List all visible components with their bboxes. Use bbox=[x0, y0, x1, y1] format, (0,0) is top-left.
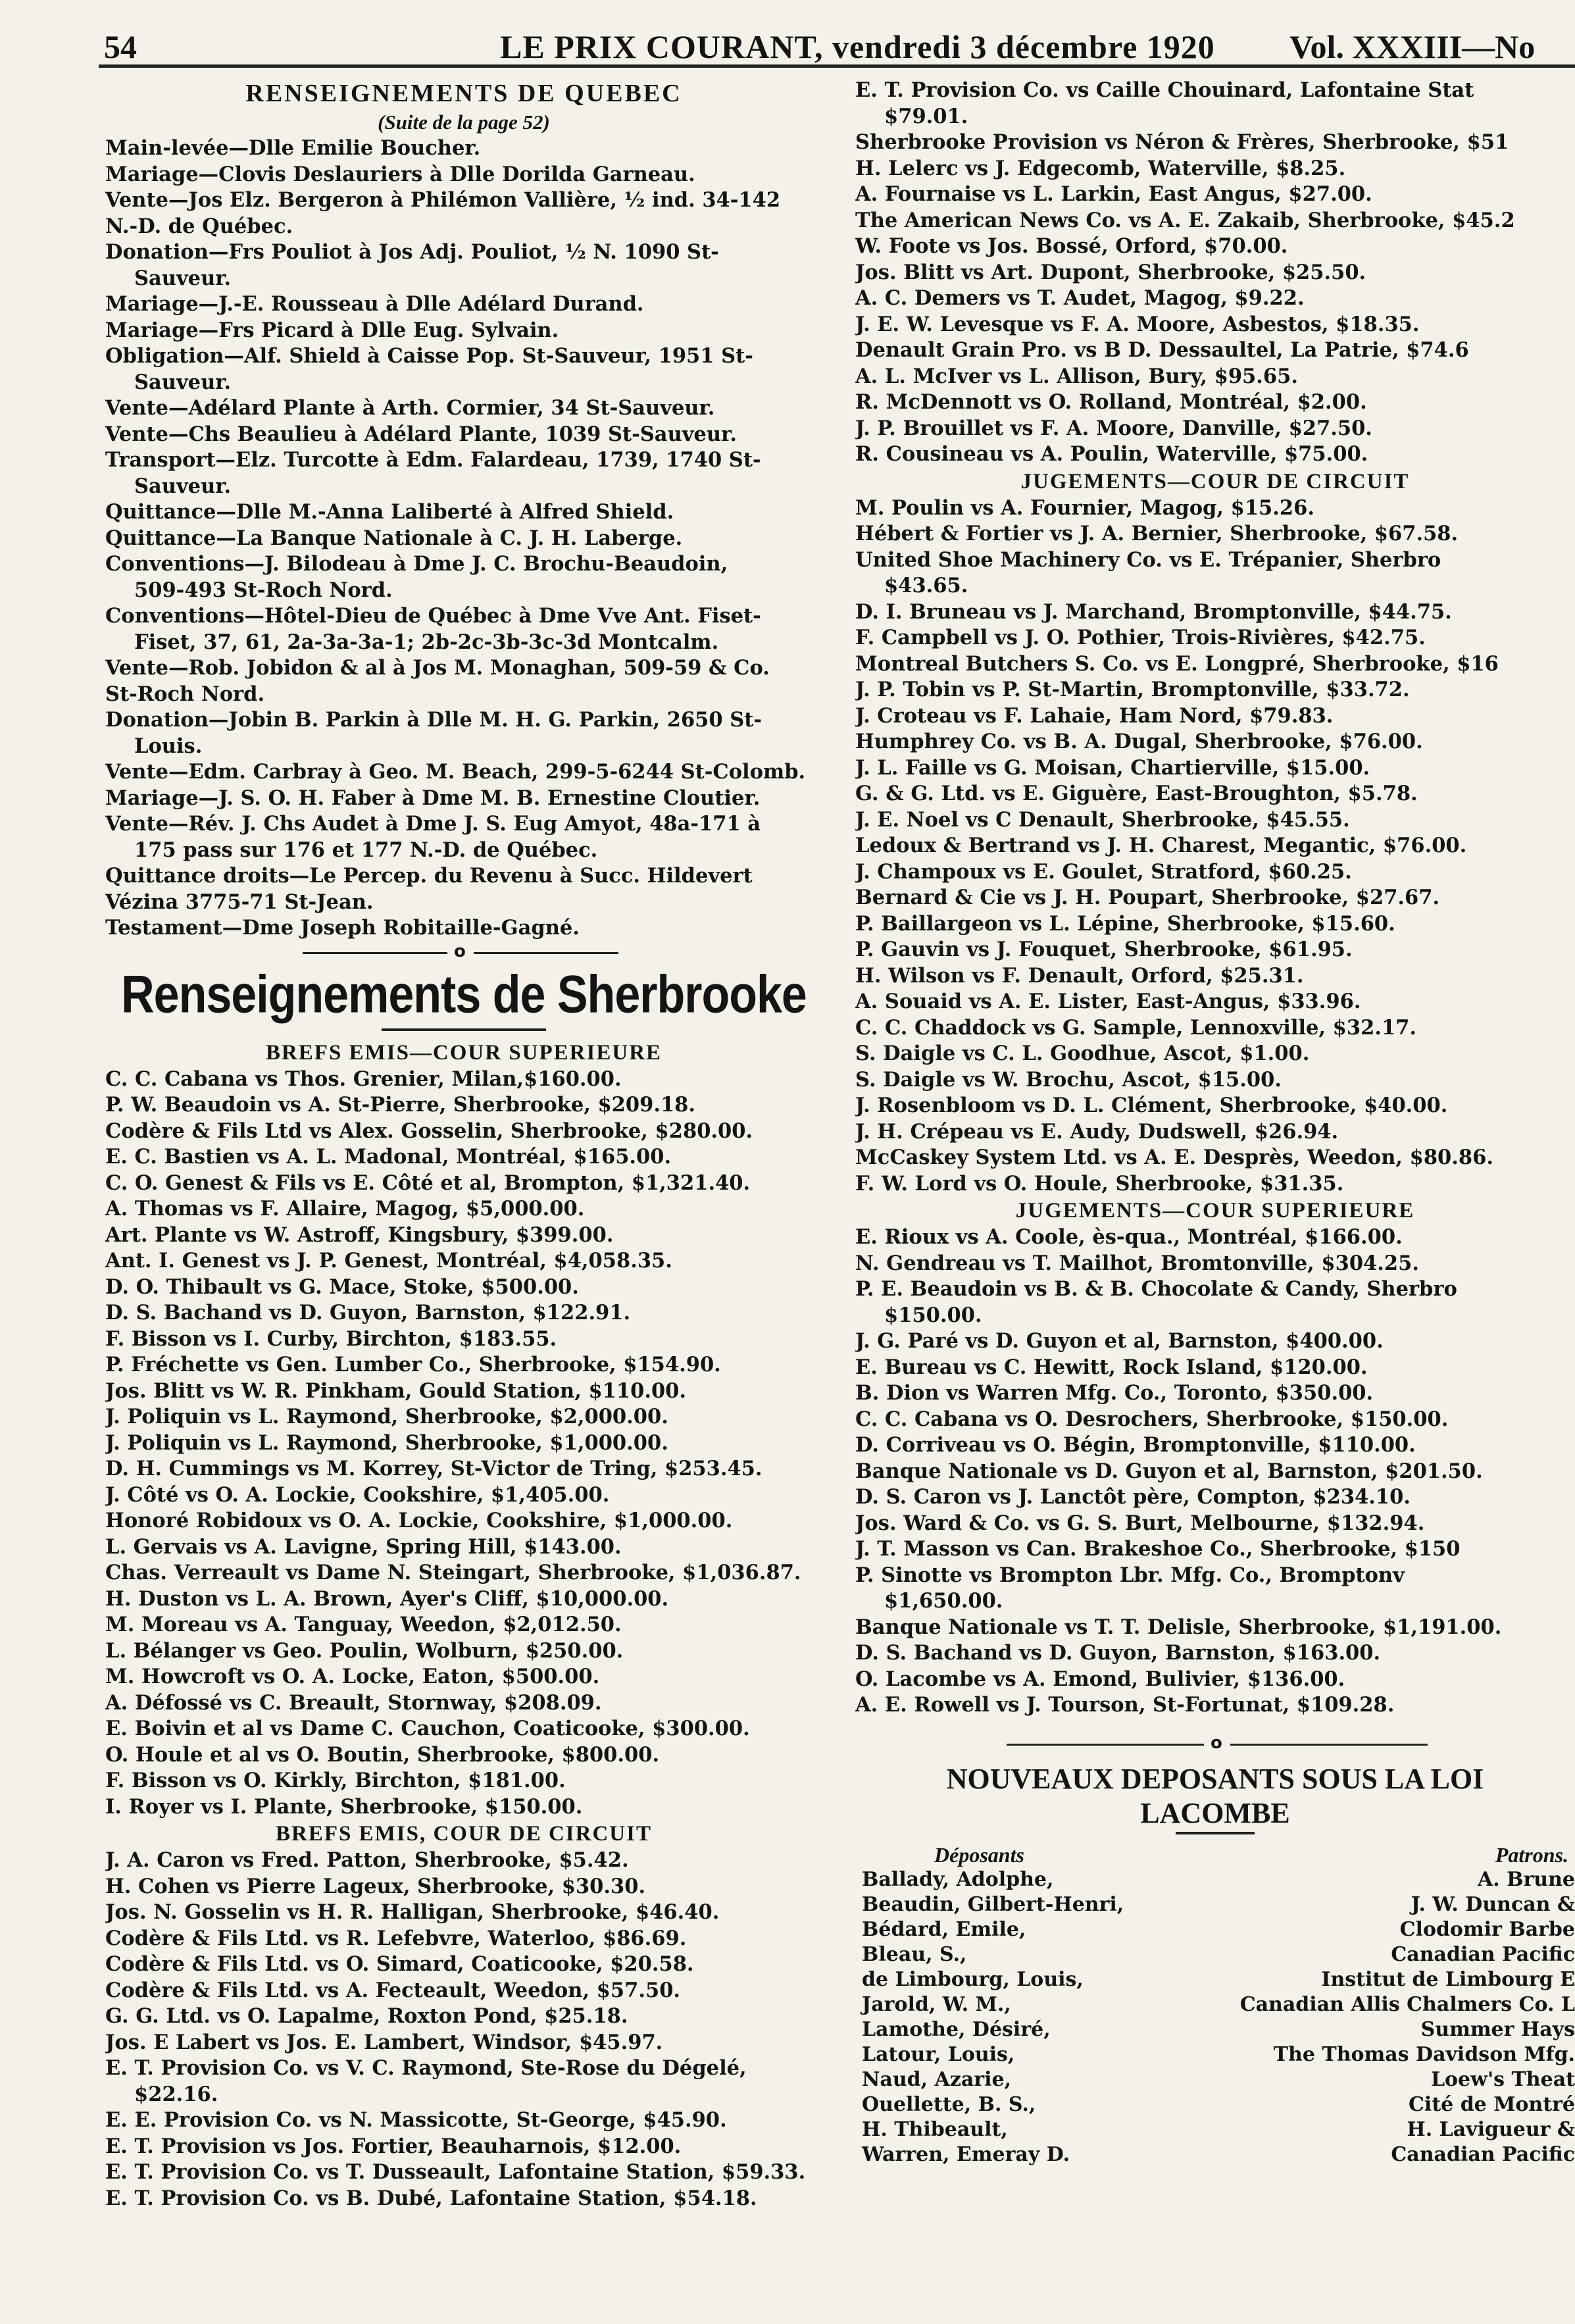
brefs-superieure-heading: BREFS EMIS—COUR SUPERIEURE bbox=[265, 1040, 662, 1065]
record-line: The American News Co. vs A. E. Zakaib, Sherbrooke, $45.2 bbox=[855, 208, 1515, 232]
record-line: B. Dion vs Warren Mfg. Co., Toronto, $350.00. bbox=[855, 1381, 1374, 1405]
separator-mark: o bbox=[1211, 1732, 1222, 1753]
record-line: Bernard & Cie vs J. H. Poupart, Sherbrooke, $27.67. bbox=[855, 886, 1440, 909]
depositor-name: Ballady, Adolphe, bbox=[862, 1867, 1054, 1891]
patron-name: Canadian Allis Chalmers Co. L bbox=[1239, 1992, 1575, 2016]
record-line: S. Daigle vs W. Brochu, Ascot, $15.00. bbox=[855, 1067, 1282, 1092]
record-line: J. A. Caron vs Fred. Patton, Sherbrooke, $5.42. bbox=[105, 1848, 629, 1872]
record-line: G. G. Ltd. vs O. Lapalme, Roxton Pond, $25.18. bbox=[105, 2004, 628, 2028]
record-line: J. H. Crépeau vs E. Audy, Dudswell, $26.94. bbox=[855, 1119, 1339, 1144]
record-line: E. T. Provision vs Jos. Fortier, Beauharnois, $12.00. bbox=[105, 2134, 682, 2158]
nouveaux-deposants-heading: NOUVEAUX DEPOSANTS SOUS LA LOI bbox=[946, 1762, 1484, 1795]
brefs-circuit-list bbox=[105, 1848, 822, 2211]
record-line: Vente—Rév. J. Chs Audet à Dme J. S. Eug Amyot, 48a-171 à bbox=[105, 812, 761, 836]
record-line: Honoré Robidoux vs O. A. Lockie, Cookshire, $1,000.00. bbox=[105, 1509, 733, 1532]
quebec-section-title: RENSEIGNEMENTS DE QUEBEC bbox=[245, 80, 682, 107]
record-line: S. Daigle vs C. L. Goodhue, Ascot, $1.00. bbox=[855, 1042, 1310, 1065]
record-line: Quittance—La Banque Nationale à C. J. H. Laberge. bbox=[105, 526, 683, 550]
record-line: Art. Plante vs W. Astroff, Kingsbury, $399.00. bbox=[105, 1223, 614, 1247]
record-line: Codère & Fils Ltd vs Alex. Gosselin, Sherbrooke, $280.00. bbox=[105, 1119, 753, 1143]
depositor-name: Latour, Louis, bbox=[862, 2042, 1015, 2066]
record-line: P. Baillargeon vs L. Lépine, Sherbrooke, $15.60. bbox=[855, 911, 1395, 936]
record-line: H. Wilson vs F. Denault, Orford, $25.31. bbox=[855, 963, 1304, 988]
record-line: D. S. Bachand vs D. Guyon, Barnston, $122.91. bbox=[105, 1301, 631, 1325]
record-line: J. Poliquin vs L. Raymond, Sherbrooke, $2,000.00. bbox=[105, 1405, 668, 1428]
depositor-name: Lamothe, Désiré, bbox=[862, 2017, 1051, 2041]
depositor-name: Jarold, W. M., bbox=[862, 1992, 1011, 2016]
record-line: $150.00. bbox=[884, 1303, 982, 1327]
record-line: J. Champoux vs E. Goulet, Stratford, $60.25. bbox=[855, 859, 1352, 884]
record-line: Chas. Verreault vs Dame N. Steingart, Sherbrooke, $1,036.87. bbox=[105, 1561, 801, 1584]
record-line: J. E. Noel vs C Denault, Sherbrooke, $45.55. bbox=[855, 807, 1350, 832]
record-line: N.-D. de Québec. bbox=[105, 214, 293, 238]
jugements-superieure-list bbox=[855, 1225, 1575, 1719]
record-line: Jos. Ward & Co. vs G. S. Burt, Melbourne, $132.94. bbox=[855, 1511, 1425, 1535]
record-line: J. T. Masson vs Can. Brakeshoe Co., Sherbrooke, $150 bbox=[855, 1537, 1461, 1561]
depositor-row bbox=[855, 2067, 1575, 2092]
depositor-name: Bédard, Emile, bbox=[862, 1917, 1026, 1941]
jugements-circuit-heading: JUGEMENTS—COUR DE CIRCUIT bbox=[1020, 469, 1410, 493]
record-line: D. S. Bachand vs D. Guyon, Barnston, $163.00. bbox=[855, 1641, 1381, 1665]
brefs-circuit-continued-list bbox=[855, 78, 1575, 468]
record-line: F. Bisson vs I. Curby, Birchton, $183.55. bbox=[105, 1326, 557, 1351]
record-line: R. McDennott vs O. Rolland, Montréal, $2.00. bbox=[855, 390, 1367, 414]
depositor-row bbox=[855, 2042, 1575, 2067]
depositor-name: Warren, Emeray D. bbox=[862, 2142, 1070, 2166]
record-line: St-Roch Nord. bbox=[105, 682, 265, 706]
record-line: Codère & Fils Ltd. vs R. Lefebvre, Waterloo, $86.69. bbox=[105, 1926, 687, 1950]
record-line: L. Gervais vs A. Lavigne, Spring Hill, $143.00. bbox=[105, 1534, 622, 1559]
record-line: Jos. N. Gosselin vs H. R. Halligan, Sherbrooke, $46.40. bbox=[105, 1900, 720, 1924]
patron-name: Loew's Theat bbox=[1430, 2067, 1575, 2091]
jugements-superieure-heading: JUGEMENTS—COUR SUPERIEURE bbox=[1015, 1199, 1415, 1223]
record-line: M. Poulin vs A. Fournier, Magog, $15.26. bbox=[855, 495, 1314, 520]
depositor-row bbox=[855, 1892, 1575, 1917]
record-line: P. Fréchette vs Gen. Lumber Co., Sherbrooke, $154.90. bbox=[105, 1353, 721, 1377]
newspaper-title: LE PRIX COURANT, vendredi 3 décembre 1920 bbox=[500, 28, 1215, 65]
record-line: Jos. Blitt vs W. R. Pinkham, Gould Station, $110.00. bbox=[105, 1378, 687, 1403]
record-line: J. Rosenbloom vs D. L. Clément, Sherbrooke, $40.00. bbox=[855, 1094, 1448, 1117]
depositor-row bbox=[855, 1917, 1575, 1942]
record-line: C. C. Cabana vs O. Desrochers, Sherbrooke, $150.00. bbox=[855, 1407, 1449, 1431]
record-line: J. E. W. Levesque vs F. A. Moore, Asbestos, $18.35. bbox=[855, 312, 1420, 336]
record-line: Transport—Elz. Turcotte à Edm. Falardeau, 1739, 1740 St- bbox=[105, 448, 761, 472]
right-column bbox=[855, 78, 1575, 2167]
record-line: C. C. Cabana vs Thos. Grenier, Milan,$160.00. bbox=[105, 1067, 622, 1091]
record-line: F. Campbell vs J. O. Pothier, Trois-Rivières, $42.75. bbox=[855, 626, 1426, 649]
record-line: Quittance—Dlle M.-Anna Laliberté à Alfred Shield. bbox=[105, 500, 674, 524]
record-line: Codère & Fils Ltd. vs O. Simard, Coaticooke, $20.58. bbox=[105, 1952, 694, 1976]
record-line: $22.16. bbox=[134, 2082, 218, 2106]
record-line: E. T. Provision Co. vs V. C. Raymond, Ste-Rose du Dégelé, bbox=[105, 2056, 747, 2080]
depositor-row bbox=[855, 1967, 1575, 1992]
record-line: United Shoe Machinery Co. vs E. Trépanier, Sherbro bbox=[855, 547, 1441, 572]
record-line: P. Gauvin vs J. Fouquet, Sherbrooke, $61.95. bbox=[855, 938, 1353, 961]
record-line: O. Lacombe vs A. Emond, Bulivier, $136.00. bbox=[855, 1667, 1345, 1691]
record-line: $1,650.00. bbox=[884, 1589, 1003, 1613]
record-line: E. Bureau vs C. Hewitt, Rock Island, $120.00. bbox=[855, 1355, 1368, 1379]
depositor-name: Beaudin, Gilbert-Henri, bbox=[862, 1892, 1124, 1916]
patrons-column-label: Patrons. bbox=[1495, 1842, 1568, 1867]
record-line: Donation—Frs Pouliot à Jos Adj. Pouliot, ½ N. 1090 St- bbox=[105, 240, 719, 264]
brefs-superieure-list bbox=[105, 1067, 822, 1821]
nouveaux-deposants-list bbox=[855, 1867, 1575, 2167]
record-line: P. E. Beaudoin vs B. & B. Chocolate & Candy, Sherbro bbox=[855, 1277, 1457, 1301]
record-line: Ledoux & Bertrand vs J. H. Charest, Megantic, $76.00. bbox=[855, 834, 1467, 857]
jugements-circuit-list bbox=[855, 495, 1575, 1198]
depositor-row bbox=[855, 1942, 1575, 1967]
record-line: E. E. Provision Co. vs N. Massicotte, St-George, $45.90. bbox=[105, 2108, 727, 2132]
patron-name: Canadian Pacific bbox=[1391, 1942, 1575, 1966]
record-line: Sauveur. bbox=[134, 266, 232, 290]
record-line: J. P. Tobin vs P. St-Martin, Bromptonville, $33.72. bbox=[855, 678, 1410, 701]
record-line: Humphrey Co. vs B. A. Dugal, Sherbrooke, $76.00. bbox=[855, 730, 1423, 753]
record-line: Banque Nationale vs T. T. Delisle, Sherbrooke, $1,191.00. bbox=[855, 1615, 1502, 1639]
record-line: Mariage—Frs Picard à Dlle Eug. Sylvain. bbox=[105, 318, 559, 342]
heading-rule bbox=[1176, 1832, 1255, 1834]
record-line: Sauveur. bbox=[134, 370, 232, 394]
record-line: M. Howcroft vs O. A. Locke, Eaton, $500.00. bbox=[105, 1665, 600, 1688]
record-line: E. C. Bastien vs A. L. Madonal, Montréal, $165.00. bbox=[105, 1145, 672, 1169]
record-line: Denault Grain Pro. vs B D. Dessaultel, La Patrie, $74.6 bbox=[855, 338, 1469, 362]
record-line: H. Cohen vs Pierre Lageux, Sherbrooke, $30.30. bbox=[105, 1874, 646, 1898]
depositor-row bbox=[855, 2117, 1575, 2142]
record-line: E. T. Provision Co. vs Caille Chouinard, Lafontaine Stat bbox=[855, 78, 1474, 102]
record-line: Sherbrooke Provision vs Néron & Frères, Sherbrooke, $51 bbox=[855, 130, 1509, 154]
patron-name: Canadian Pacific bbox=[1391, 2142, 1575, 2166]
quebec-section-subtitle: (Suite de la page 52) bbox=[378, 111, 550, 134]
record-line: H. Duston vs L. A. Brown, Ayer's Cliff, $10,000.00. bbox=[105, 1586, 669, 1611]
record-line: A. Défossé vs C. Breault, Stornway, $208.09. bbox=[105, 1690, 602, 1715]
record-line: L. Bélanger vs Geo. Poulin, Wolburn, $250.00. bbox=[105, 1638, 624, 1663]
patron-name: A. Brune bbox=[1477, 1867, 1575, 1891]
record-line: J. P. Brouillet vs F. A. Moore, Danville, $27.50. bbox=[855, 416, 1372, 440]
record-line: D. I. Bruneau vs J. Marchand, Bromptonville, $44.75. bbox=[855, 599, 1452, 624]
depositor-name: de Limbourg, Louis, bbox=[862, 1967, 1084, 1991]
record-line: A. E. Rowell vs J. Tourson, St-Fortunat, $109.28. bbox=[855, 1693, 1395, 1717]
record-line: F. W. Lord vs O. Houle, Sherbrooke, $31.35. bbox=[855, 1171, 1344, 1196]
record-line: J. Croteau vs F. Lahaie, Ham Nord, $79.83. bbox=[855, 703, 1334, 728]
record-line: D. S. Caron vs J. Lanctôt père, Compton, $234.10. bbox=[855, 1485, 1411, 1509]
separator-mark: o bbox=[454, 941, 466, 961]
record-line: Jos. Blitt vs Art. Dupont, Sherbrooke, $25.50. bbox=[855, 260, 1366, 284]
record-line: D. O. Thibault vs G. Mace, Stoke, $500.00. bbox=[105, 1275, 579, 1299]
record-line: E. Boivin et al vs Dame C. Cauchon, Coaticooke, $300.00. bbox=[105, 1717, 750, 1740]
record-line: E. T. Provision Co. vs B. Dubé, Lafontaine Station, $54.18. bbox=[105, 2186, 757, 2210]
record-line: Banque Nationale vs D. Guyon et al, Barnston, $201.50. bbox=[855, 1459, 1483, 1483]
record-line: J. G. Paré vs D. Guyon et al, Barnston, $400.00. bbox=[855, 1329, 1384, 1353]
record-line: J. Poliquin vs L. Raymond, Sherbrooke, $1,000.00. bbox=[105, 1430, 668, 1455]
patron-name: Cité de Montré bbox=[1409, 2092, 1575, 2116]
page-header bbox=[99, 24, 1575, 68]
record-line: P. Sinotte vs Brompton Lbr. Mfg. Co., Bromptonv bbox=[855, 1563, 1405, 1587]
record-line: Quittance droits—Le Percep. du Revenu à Succ. Hildevert bbox=[105, 864, 753, 888]
record-line: Mariage—Clovis Deslauriers à Dlle Dorilda Garneau. bbox=[105, 162, 695, 186]
record-line: $43.65. bbox=[884, 574, 968, 597]
record-line: Vente—Adélard Plante à Arth. Cormier, 34 St-Sauveur. bbox=[105, 396, 715, 420]
record-line: J. Côté vs O. A. Lockie, Cookshire, $1,405.00. bbox=[105, 1482, 610, 1507]
record-line: Vézina 3775-71 St-Jean. bbox=[105, 890, 374, 914]
record-line: E. T. Provision Co. vs T. Dusseault, Lafontaine Station, $59.33. bbox=[105, 2160, 806, 2184]
record-line: Obligation—Alf. Shield à Caisse Pop. St-Sauveur, 1951 St- bbox=[105, 344, 753, 368]
record-line: I. Royer vs I. Plante, Sherbrooke, $150.00. bbox=[105, 1794, 583, 1819]
record-line: O. Houle et al vs O. Boutin, Sherbrooke, $800.00. bbox=[105, 1742, 660, 1767]
patron-name: Clodomir Barbe bbox=[1399, 1917, 1575, 1941]
record-line: A. Thomas vs F. Allaire, Magog, $5,000.00. bbox=[105, 1197, 585, 1221]
record-line: C. O. Genest & Fils vs E. Côté et al, Brompton, $1,321.40. bbox=[105, 1171, 751, 1195]
record-line: 175 pass sur 176 et 177 N.-D. de Québec. bbox=[134, 838, 598, 862]
section-separator bbox=[855, 1733, 1575, 1756]
record-line: G. & G. Ltd. vs E. Giguère, East-Broughton, $5.78. bbox=[855, 782, 1418, 805]
deposants-column-headers bbox=[855, 1842, 1575, 1867]
record-line: E. Rioux vs A. Coole, ès-qua., Montréal, $166.00. bbox=[855, 1225, 1403, 1249]
record-line: Montreal Butchers S. Co. vs E. Longpré, Sherbrooke, $16 bbox=[855, 651, 1499, 676]
deposants-column-label: Déposants bbox=[934, 1842, 1024, 1867]
record-line: Testament—Dme Joseph Robitaille-Gagné. bbox=[105, 916, 580, 940]
depositor-name: Ouellette, B. S., bbox=[862, 2092, 1036, 2116]
record-line: Ant. I. Genest vs J. P. Genest, Montréal, $4,058.35. bbox=[105, 1249, 672, 1273]
sherbrooke-section-title: Renseignements de Sherbrooke bbox=[121, 964, 807, 1024]
record-line: 509-493 St-Roch Nord. bbox=[134, 578, 393, 602]
brefs-circuit-heading: BREFS EMIS, COUR DE CIRCUIT bbox=[276, 1822, 652, 1846]
record-line: A. L. McIver vs L. Allison, Bury, $95.65. bbox=[855, 364, 1298, 388]
depositor-row bbox=[855, 2142, 1575, 2167]
record-line: M. Moreau vs A. Tanguay, Weedon, $2,012.50. bbox=[105, 1613, 622, 1636]
record-line: A. Souaid vs A. E. Lister, East-Angus, $33.96. bbox=[855, 990, 1361, 1013]
record-line: Vente—Edm. Carbray à Geo. M. Beach, 299-5-6244 St-Colomb. bbox=[105, 760, 806, 784]
record-line: Codère & Fils Ltd. vs A. Fecteault, Weedon, $57.50. bbox=[105, 1978, 681, 2002]
patron-name: Institut de Limbourg E bbox=[1321, 1967, 1575, 1991]
record-line: P. W. Beaudoin vs A. St-Pierre, Sherbrooke, $209.18. bbox=[105, 1093, 696, 1117]
depositor-name: Bleau, S., bbox=[862, 1942, 967, 1966]
record-line: A. Fournaise vs L. Larkin, East Angus, $27.00. bbox=[855, 182, 1372, 206]
record-line: R. Cousineau vs A. Poulin, Waterville, $75.00. bbox=[855, 442, 1368, 466]
record-line: Mariage—J. S. O. H. Faber à Dme M. B. Ernestine Cloutier. bbox=[105, 786, 761, 810]
record-line: Fiset, 37, 61, 2a-3a-3a-1; 2b-2c-3b-3c-3d Montcalm. bbox=[134, 630, 719, 654]
record-line: Conventions—J. Bilodeau à Dme J. C. Brochu-Beaudoin, bbox=[105, 552, 728, 576]
record-line: A. C. Demers vs T. Audet, Magog, $9.22. bbox=[855, 286, 1305, 310]
volume-number: Vol. XXXIII—No bbox=[1289, 28, 1536, 65]
depositor-row bbox=[855, 1867, 1575, 1892]
depositor-name: H. Thibeault, bbox=[862, 2117, 1008, 2141]
left-column bbox=[105, 78, 822, 2211]
record-line: D. H. Cummings vs M. Korrey, St-Victor de Tring, $253.45. bbox=[105, 1457, 762, 1480]
nouveaux-deposants-heading-2: LACOMBE bbox=[1140, 1796, 1290, 1829]
record-line: Hébert & Fortier vs J. A. Bernier, Sherbrooke, $67.58. bbox=[855, 522, 1459, 545]
record-line: Donation—Jobin B. Parkin à Dlle M. H. G. Parkin, 2650 St- bbox=[105, 708, 762, 732]
record-line: McCaskey System Ltd. vs A. E. Desprès, Weedon, $80.86. bbox=[855, 1146, 1493, 1169]
patron-name: The Thomas Davidson Mfg. bbox=[1273, 2042, 1575, 2066]
record-line: $79.01. bbox=[884, 104, 968, 128]
patron-name: H. Lavigueur & bbox=[1407, 2117, 1575, 2141]
record-line: W. Foote vs Jos. Bossé, Orford, $70.00. bbox=[855, 234, 1288, 258]
record-line: J. L. Faille vs G. Moisan, Chartierville, $15.00. bbox=[855, 755, 1370, 780]
record-line: Vente—Jos Elz. Bergeron à Philémon Vallière, ½ ind. 34-142 bbox=[105, 188, 781, 212]
record-line: Main-levée—Dlle Emilie Boucher. bbox=[105, 136, 481, 160]
page-number: 54 bbox=[104, 28, 137, 65]
patron-name: J. W. Duncan & bbox=[1411, 1892, 1575, 1916]
depositor-row bbox=[855, 2017, 1575, 2042]
record-line: Conventions—Hôtel-Dieu de Québec à Dme Vve Ant. Fiset- bbox=[105, 604, 761, 628]
record-line: Louis. bbox=[134, 734, 203, 758]
record-line: N. Gendreau vs T. Mailhot, Bromtonville, $304.25. bbox=[855, 1251, 1419, 1275]
depositor-row bbox=[855, 1992, 1575, 2017]
quebec-records-list bbox=[105, 136, 822, 942]
record-line: D. Corriveau vs O. Bégin, Bromptonville, $110.00. bbox=[855, 1433, 1416, 1457]
record-line: C. C. Chaddock vs G. Sample, Lennoxville, $32.17. bbox=[855, 1015, 1417, 1040]
record-line: H. Lelerc vs J. Edgecomb, Waterville, $8.25. bbox=[855, 156, 1346, 180]
record-line: Jos. E Labert vs Jos. E. Lambert, Windsor, $45.97. bbox=[105, 2030, 663, 2054]
depositor-name: Naud, Azarie, bbox=[862, 2067, 1012, 2091]
patron-name: Summer Hays bbox=[1420, 2017, 1575, 2041]
record-line: F. Bisson vs O. Kirkly, Birchton, $181.00. bbox=[105, 1769, 566, 1792]
record-line: Mariage—J.-E. Rousseau à Dlle Adélard Durand. bbox=[105, 292, 644, 316]
depositor-row bbox=[855, 2092, 1575, 2117]
record-line: Sauveur. bbox=[134, 474, 232, 498]
record-line: Vente—Rob. Jobidon & al à Jos M. Monaghan, 509-59 & Co. bbox=[105, 656, 770, 680]
record-line: Vente—Chs Beaulieu à Adélard Plante, 1039 St-Sauveur. bbox=[105, 422, 737, 446]
